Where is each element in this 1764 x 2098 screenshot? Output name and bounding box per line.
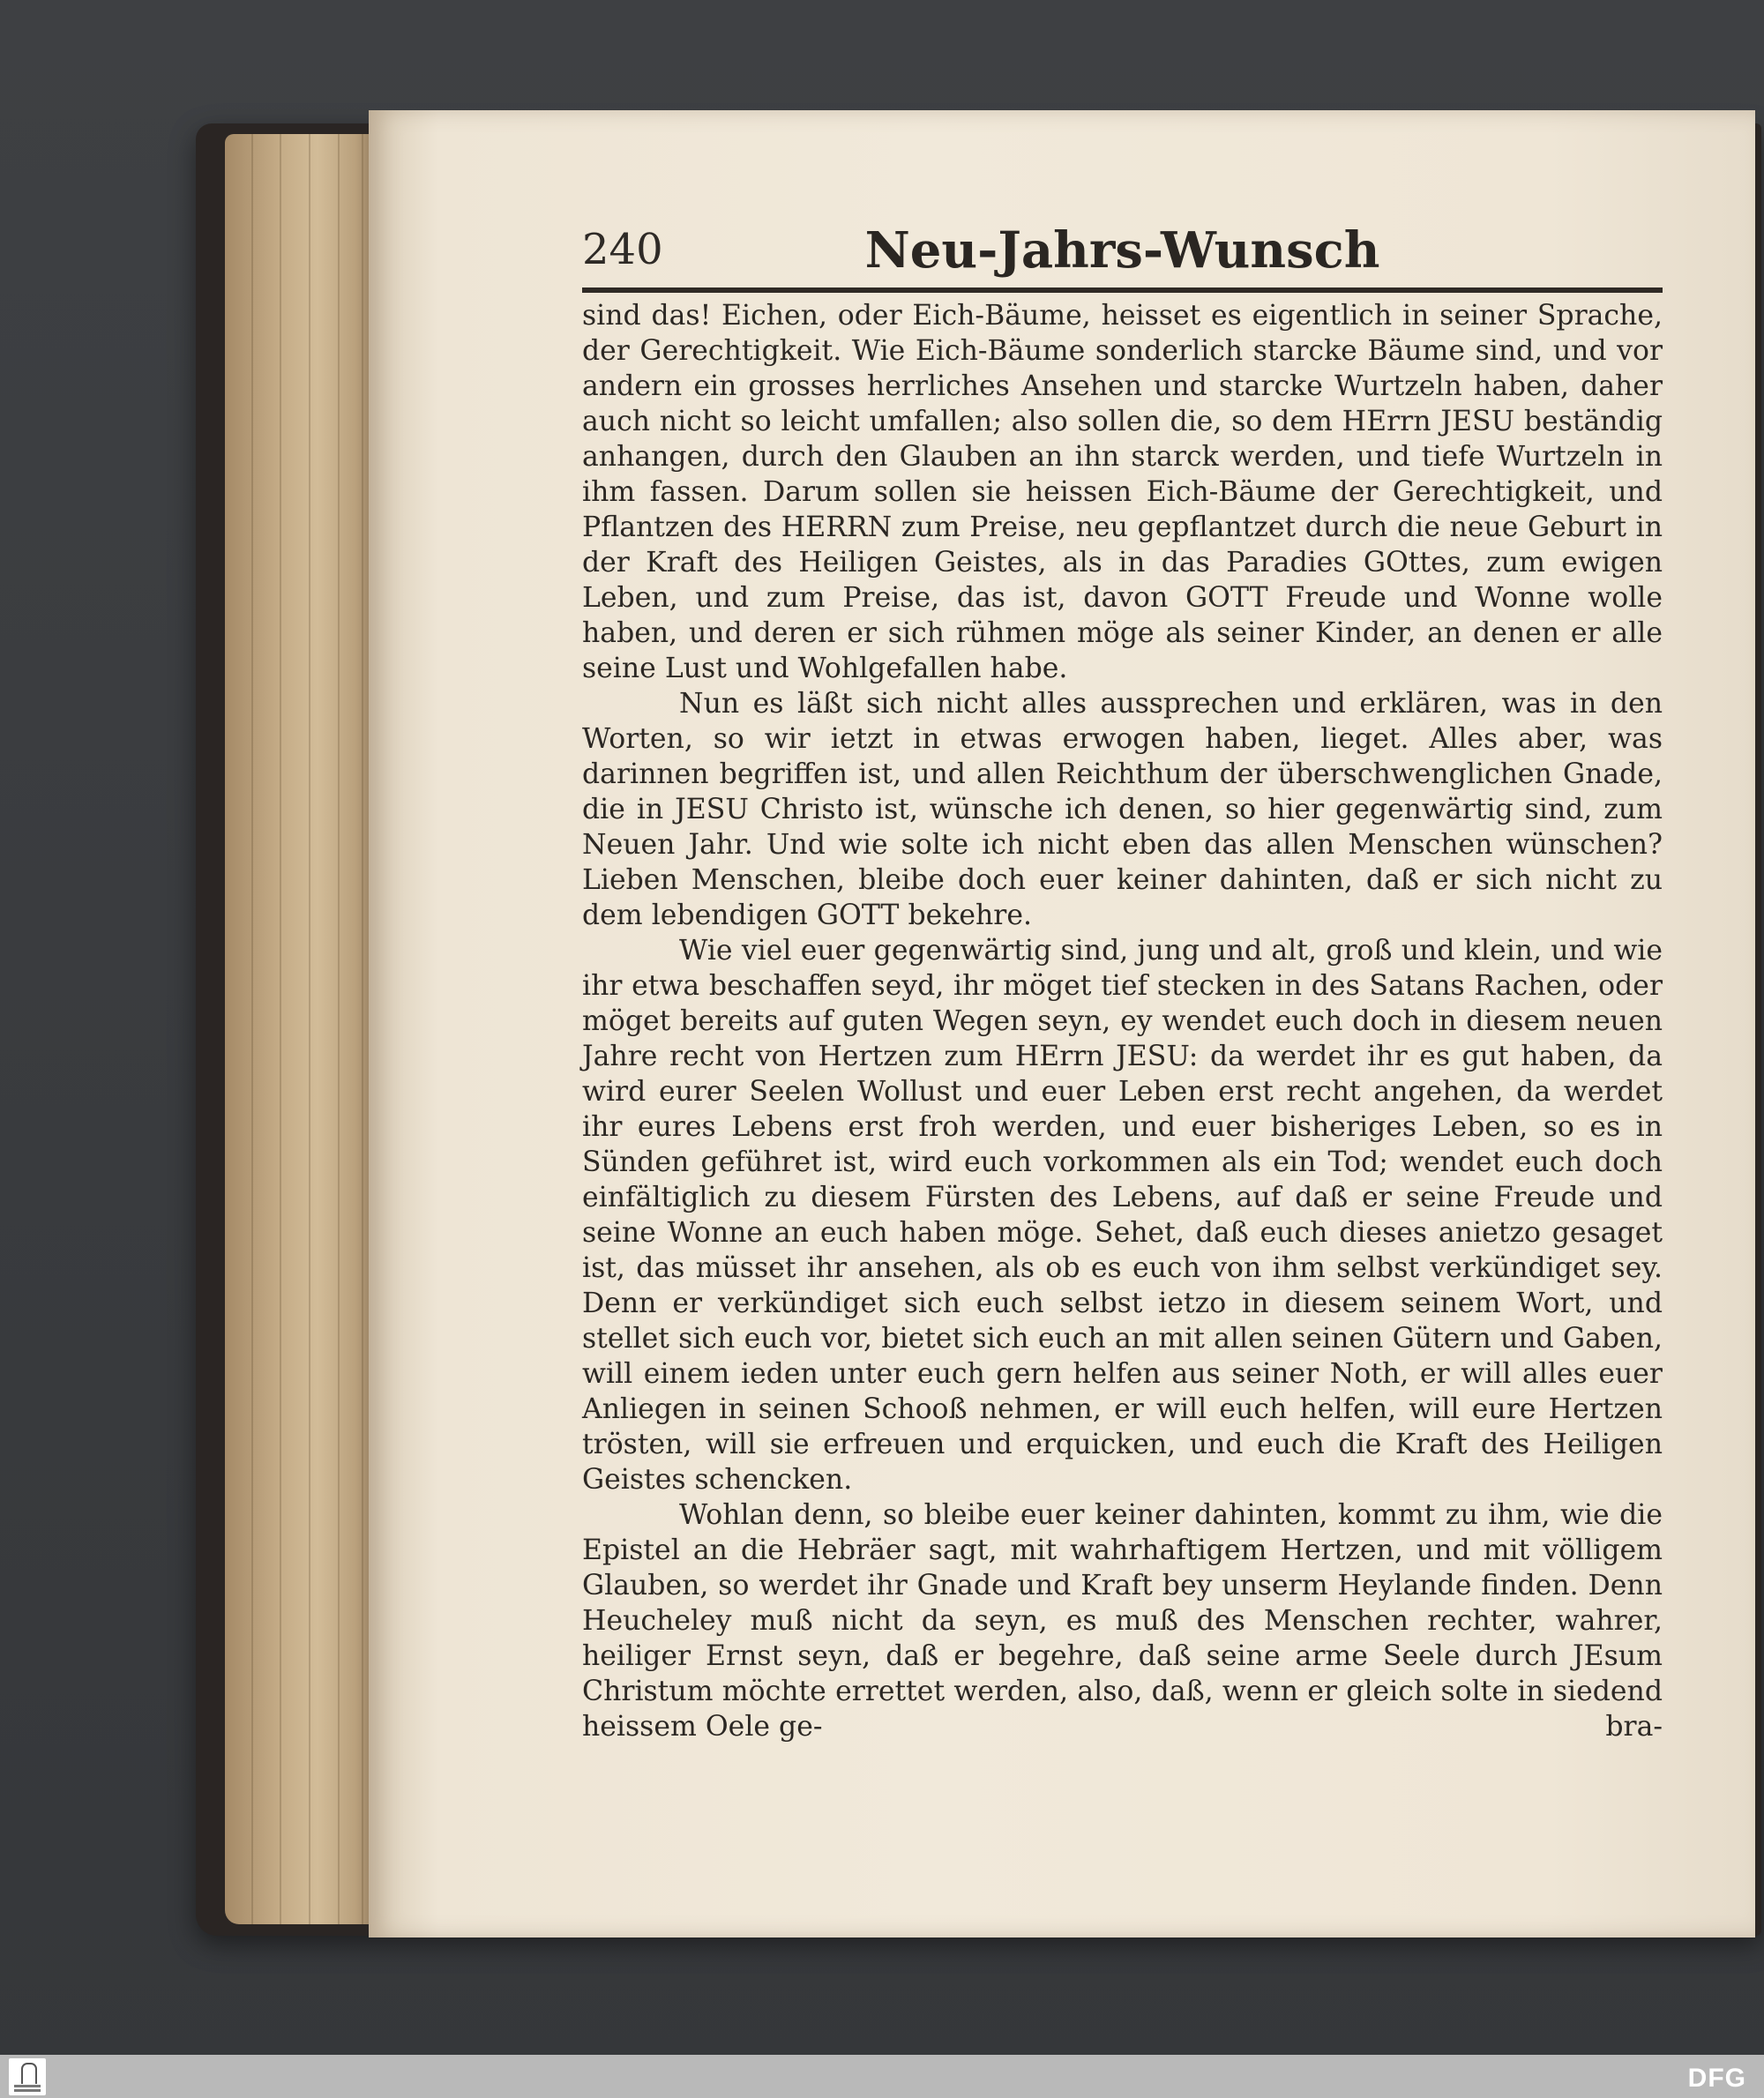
paragraph: sind das! Eichen, oder Eich-Bäume, heisset es eigentlich in seiner Sprache, der Gerechtigkeit. Wie Eich-Bäume sonderlich starcke Bäume sind, und vor andern ein grosses herrliches Ansehen und starcke Wurtzeln haben, daher auch nicht so leicht umfallen; also sollen die, so dem HErrn JESU beständig anhangen, durch den Glauben an ihn starck werden, und tiefe Wurtzeln in ihm fassen. Darum sollen sie heissen Eich-Bäume der Gerechtigkeit, und Pflantzen des HERRN zum Preise, neu gepflantzet durch die neue Geburt in der Kraft des Heiligen Geistes, als in das Paradies GOttes, zum ewigen Leben, und zum Preise, das ist, davon GOTT Freude und Wonne wolle haben, und deren er sich rühmen möge als seiner Kinder, an denen er alle seine Lust und Wohlgefallen habe.: [582, 300, 1663, 684]
catchword: bra-: [1605, 1711, 1663, 1743]
body-text: [582, 298, 1663, 1744]
paragraph: Nun es läßt sich nicht alles aussprechen und erklären, was in den Worten, so wir ietzt in etwas erwogen haben, lieget. Alles aber, was darinnen begriffen ist, und allen Reichthum der überschwenglichen Gnade, die in JESU Christo ist, wünsche ich denen, so hier gegenwärtig sind, zum Neuen Jahr. Und wie solte ich nicht eben das allen Menschen wünschen? Lieben Menschen, bleibe doch euer keiner dahinten, daß er sich nicht zu dem lebendigen GOTT bekehre.: [582, 688, 1663, 931]
page-edges: [225, 134, 379, 1924]
header-rule: [582, 287, 1663, 293]
page-header: [582, 221, 1663, 287]
dfg-logo: DFG: [1687, 2064, 1746, 2093]
library-logo-icon: [9, 2058, 46, 2095]
running-title: Neu-Jahrs-Wunsch: [864, 221, 1380, 280]
paragraph: Wohlan denn, so bleibe euer keiner dahinten, kommt zu ihm, wie die Epistel an die Hebräer sagt, mit wahrhaftigem Hertzen, und mit völligem Glauben, so werdet ihr Gnade und Kraft bey unserm Heylande finden. Denn Heucheley muß nicht da seyn, es muß des Menschen rechter, wahrer, heiliger Ernst seyn, daß er begehre, daß seine arme Seele durch JEsum Christum möchte errettet werden, also, daß, wenn er gleich solte in siedend heissem Oele ge-: [582, 1499, 1663, 1743]
paragraph: Wie viel euer gegenwärtig sind, jung und alt, groß und klein, und wie ihr etwa beschaffen seyd, ihr möget tief stecken in des Satans Rachen, oder möget bereits auf guten Wegen seyn, ey wendet euch doch in diesem neuen Jahre recht von Hertzen zum HErrn JESU: da werdet ihr es gut haben, da wird eurer Seelen Wollust und euer Leben erst recht angehen, da werdet ihr eures Lebens erst froh werden, und euer bisheriges Leben, so es in Sünden geführet ist, wird euch vorkommen als ein Tod; wendet euch doch einfältiglich zu diesem Fürsten des Lebens, auf daß er seine Freude und seine Wonne an euch haben möge. Sehet, daß euch dieses anietzo gesaget ist, das müsset ihr ansehen, als ob es euch von ihm selbst verkündiget sey. Denn er verkündiget sich euch selbst ietzo in diesem seinem Wort, und stellet sich euch vor, bietet sich euch an mit allen seinen Gütern und Gaben, will einem ieden unter euch gern helfen aus seiner Noth, er will alles euer Anliegen in seinen Schooß nehmen, er will euch helfen, will eure Hertzen trösten, will sie erfreuen und erquicken, und euch die Kraft des Heiligen Geistes schencken.: [582, 935, 1663, 1496]
page-number: 240: [582, 225, 663, 274]
footer-bar: [0, 2055, 1764, 2098]
